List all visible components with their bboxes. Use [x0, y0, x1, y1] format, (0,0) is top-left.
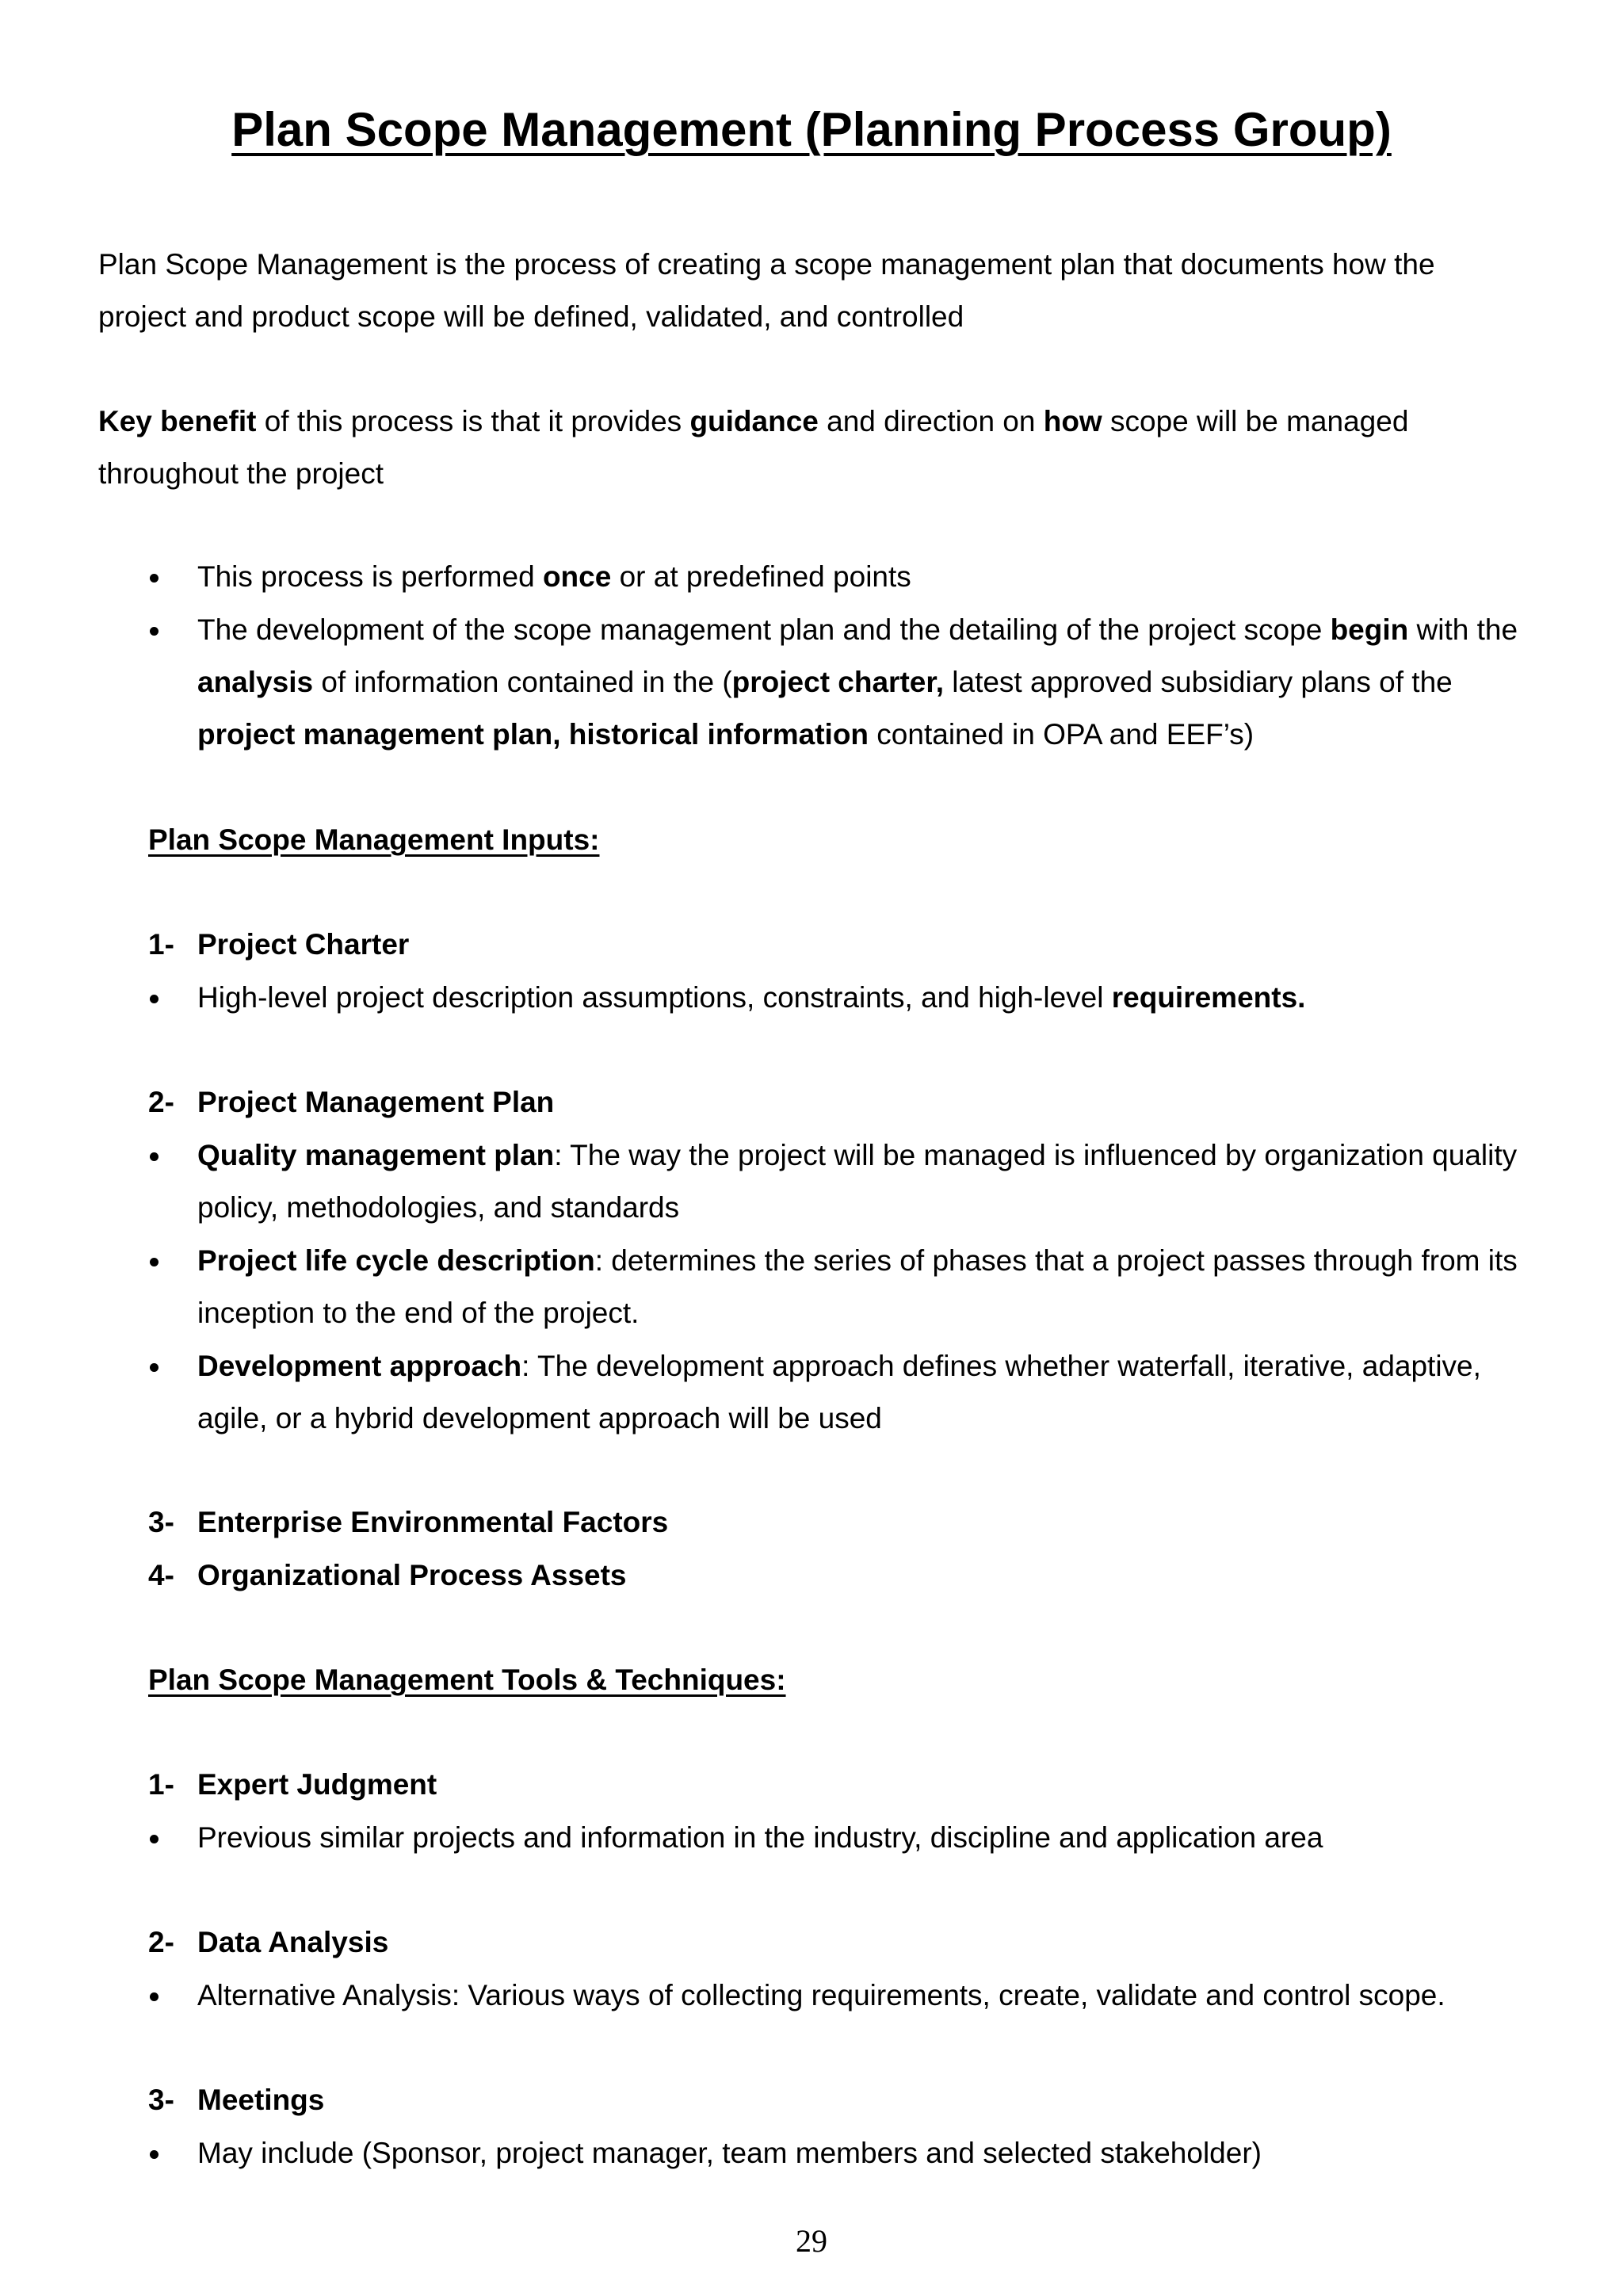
input-item-eef: 3- Enterprise Environmental Factors [148, 1506, 669, 1538]
list-item: The development of the scope management plan and the detailing of the project scope begin with the analysis of information contained in the (project charter, latest approved subsidiary plans of the project management plan, historical information contained in OPA and EEF’s) [197, 613, 1518, 751]
tool-item-data-analysis: 2- Data Analysis [148, 1926, 389, 1958]
list-item: High-level project description assumptions, constraints, and high-level requirements. [197, 981, 1306, 1014]
list-item: May include (Sponsor, project manager, team members and selected stakeholder) [197, 2137, 1262, 2169]
tool-item-meetings: 3- Meetings [148, 2084, 325, 2116]
list-item: Project life cycle description: determines the series of phases that a project passes through from its inception to the end of the project. [197, 1244, 1518, 1329]
page-title: Plan Scope Management (Planning Process Group) [231, 103, 1392, 156]
key-benefit-paragraph: Key benefit of this process is that it provides guidance and direction on how scope will be managed throughout the project [98, 405, 1409, 490]
list-item: This process is performed once or at predefined points [197, 560, 911, 593]
inputs-heading: Plan Scope Management Inputs: [148, 823, 600, 856]
tool-item-expert-judgment: 1- Expert Judgment [148, 1768, 437, 1801]
key-benefit-label: Key benefit [98, 405, 257, 437]
input-item-project-management-plan: 2- Project Management Plan [148, 1086, 555, 1118]
tools-heading: Plan Scope Management Tools & Techniques: [148, 1664, 786, 1696]
input-item-project-charter: 1- Project Charter [148, 928, 410, 961]
intro-paragraph: Plan Scope Management is the process of creating a scope management plan that documents how the project and product scope will be defined, validated, and controlled [98, 248, 1435, 333]
input-item-opa: 4- Organizational Process Assets [148, 1559, 627, 1591]
list-item: Previous similar projects and information in the industry, discipline and application area [197, 1821, 1323, 1854]
list-item: Alternative Analysis: Various ways of collecting requirements, create, validate and control scope. [197, 1979, 1445, 2011]
page-number: 29 [796, 2223, 827, 2259]
list-item: Development approach: The development approach defines whether waterfall, iterative, adaptive, agile, or a hybrid development approach will be used [197, 1350, 1481, 1435]
list-item: Quality management plan: The way the project will be managed is influenced by organization quality policy, methodologies, and standards [197, 1139, 1518, 1224]
